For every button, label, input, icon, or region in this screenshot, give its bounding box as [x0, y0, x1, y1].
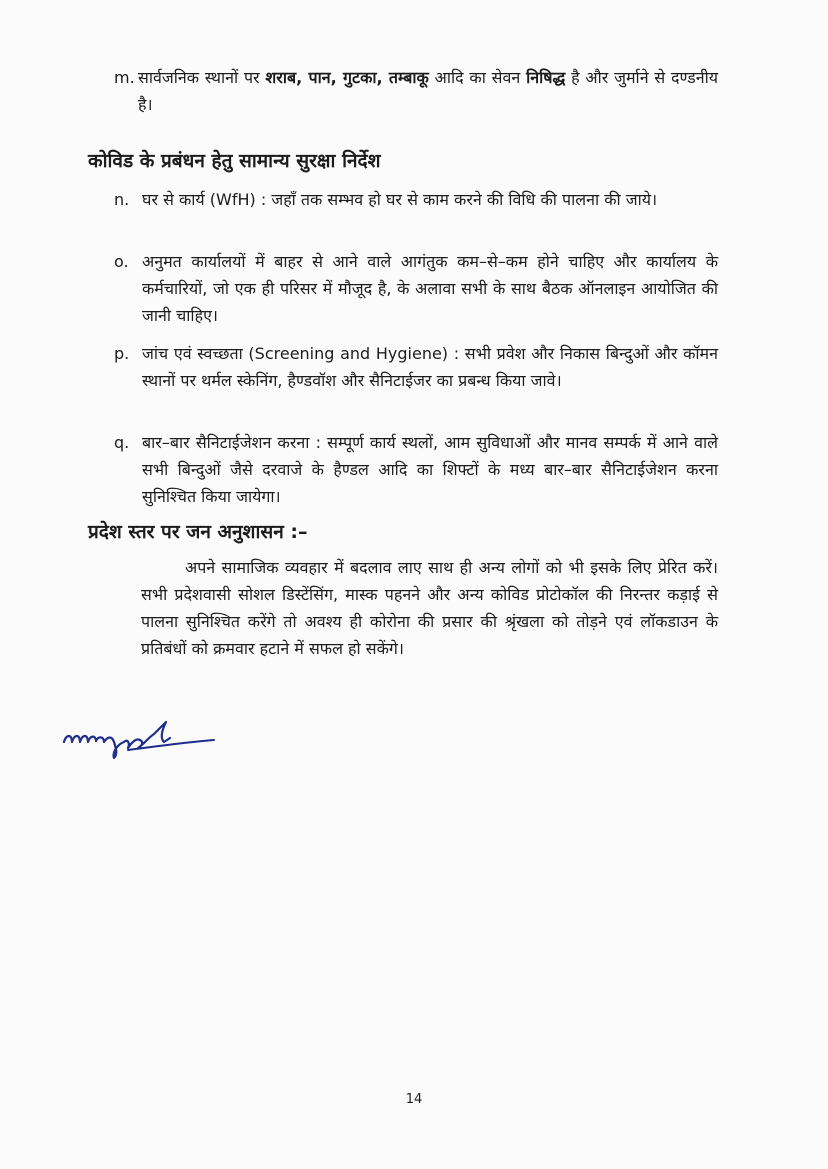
handwritten-signature [58, 708, 218, 764]
list-marker: p. [114, 344, 130, 363]
list-item-text: घर से कार्य (WfH) : जहाँ तक सम्भव हो घर से काम करने की विधि की पालना की जाये। [142, 190, 658, 209]
list-marker: m. [114, 68, 135, 87]
list-item-text: सार्वजनिक स्थानों पर शराब, पान, गुटका, तम्बाकू आदि का सेवन निषिद्ध है और जुर्माने से दण्डनीय है। [138, 68, 718, 114]
section-heading-discipline: प्रदेश स्तर पर जन अनुशासन :– [88, 521, 308, 543]
list-item-text: जांच एवं स्वच्छता (Screening and Hygiene) : सभी प्रवेश और निकास बिन्दुओं और कॉमन स्थानों पर थर्मल स्केनिंग, हैण्डवॉश और सैनिटाईजर का प्रबन्ध किया जावे। [142, 344, 718, 390]
bold-prohibited-word: निषिद्ध [526, 68, 566, 87]
list-marker: n. [114, 190, 130, 209]
list-item-m [114, 64, 718, 118]
section-heading-covid: कोविड के प्रबंधन हेतु सामान्य सुरक्षा निर्देश [88, 150, 381, 172]
page-number: 14 [405, 1092, 423, 1107]
list-item-p [114, 340, 718, 394]
signature-stroke [64, 722, 170, 758]
list-item-n [114, 186, 718, 213]
list-item-o [114, 248, 718, 329]
discipline-paragraph: अपने सामाजिक व्यवहार में बदलाव लाए साथ ही अन्य लोगों को भी इसके लिए प्रेरित करें। सभी प्रदेशवासी सोशल डिस्टेंसिंग, मास्क पहनने और अन्य कोविड प्रोटोकॉल की निरन्तर कड़ाई से पालना सुनिश्चित करेंगे तो अवश्य ही कोरोना की प्रसार की श्रृंखला को तोड़ने एवं लॉकडाउन के प्रतिबंधों को क्रमवार हटाने में सफल हो सकेंगे। [141, 558, 718, 658]
list-marker: q. [114, 433, 130, 452]
list-item-text: बार–बार सैनिटाईजेशन करना : सम्पूर्ण कार्य स्थलों, आम सुविधाओं और मानव सम्पर्क में आने वाले सभी बिन्दुओं जैसे दरवाजे के हैण्डल आदि का शिफ्टों के मध्य बार–बार सैनिटाईजेशन करना सुनिश्चित किया जायेगा। [142, 433, 718, 506]
list-marker: o. [114, 252, 129, 271]
bold-prohibited-items: शराब, पान, गुटका, तम्बाकू [265, 68, 429, 87]
list-item-q [114, 429, 718, 510]
list-item-text: अनुमत कार्यालयों में बाहर से आने वाले आगंतुक कम–से–कम होने चाहिए और कार्यालय के कर्मचारियों, जो एक ही परिसर में मौजूद है, के अलावा सभी के साथ बैठक ऑनलाइन आयोजित की जानी चाहिए। [142, 252, 718, 325]
